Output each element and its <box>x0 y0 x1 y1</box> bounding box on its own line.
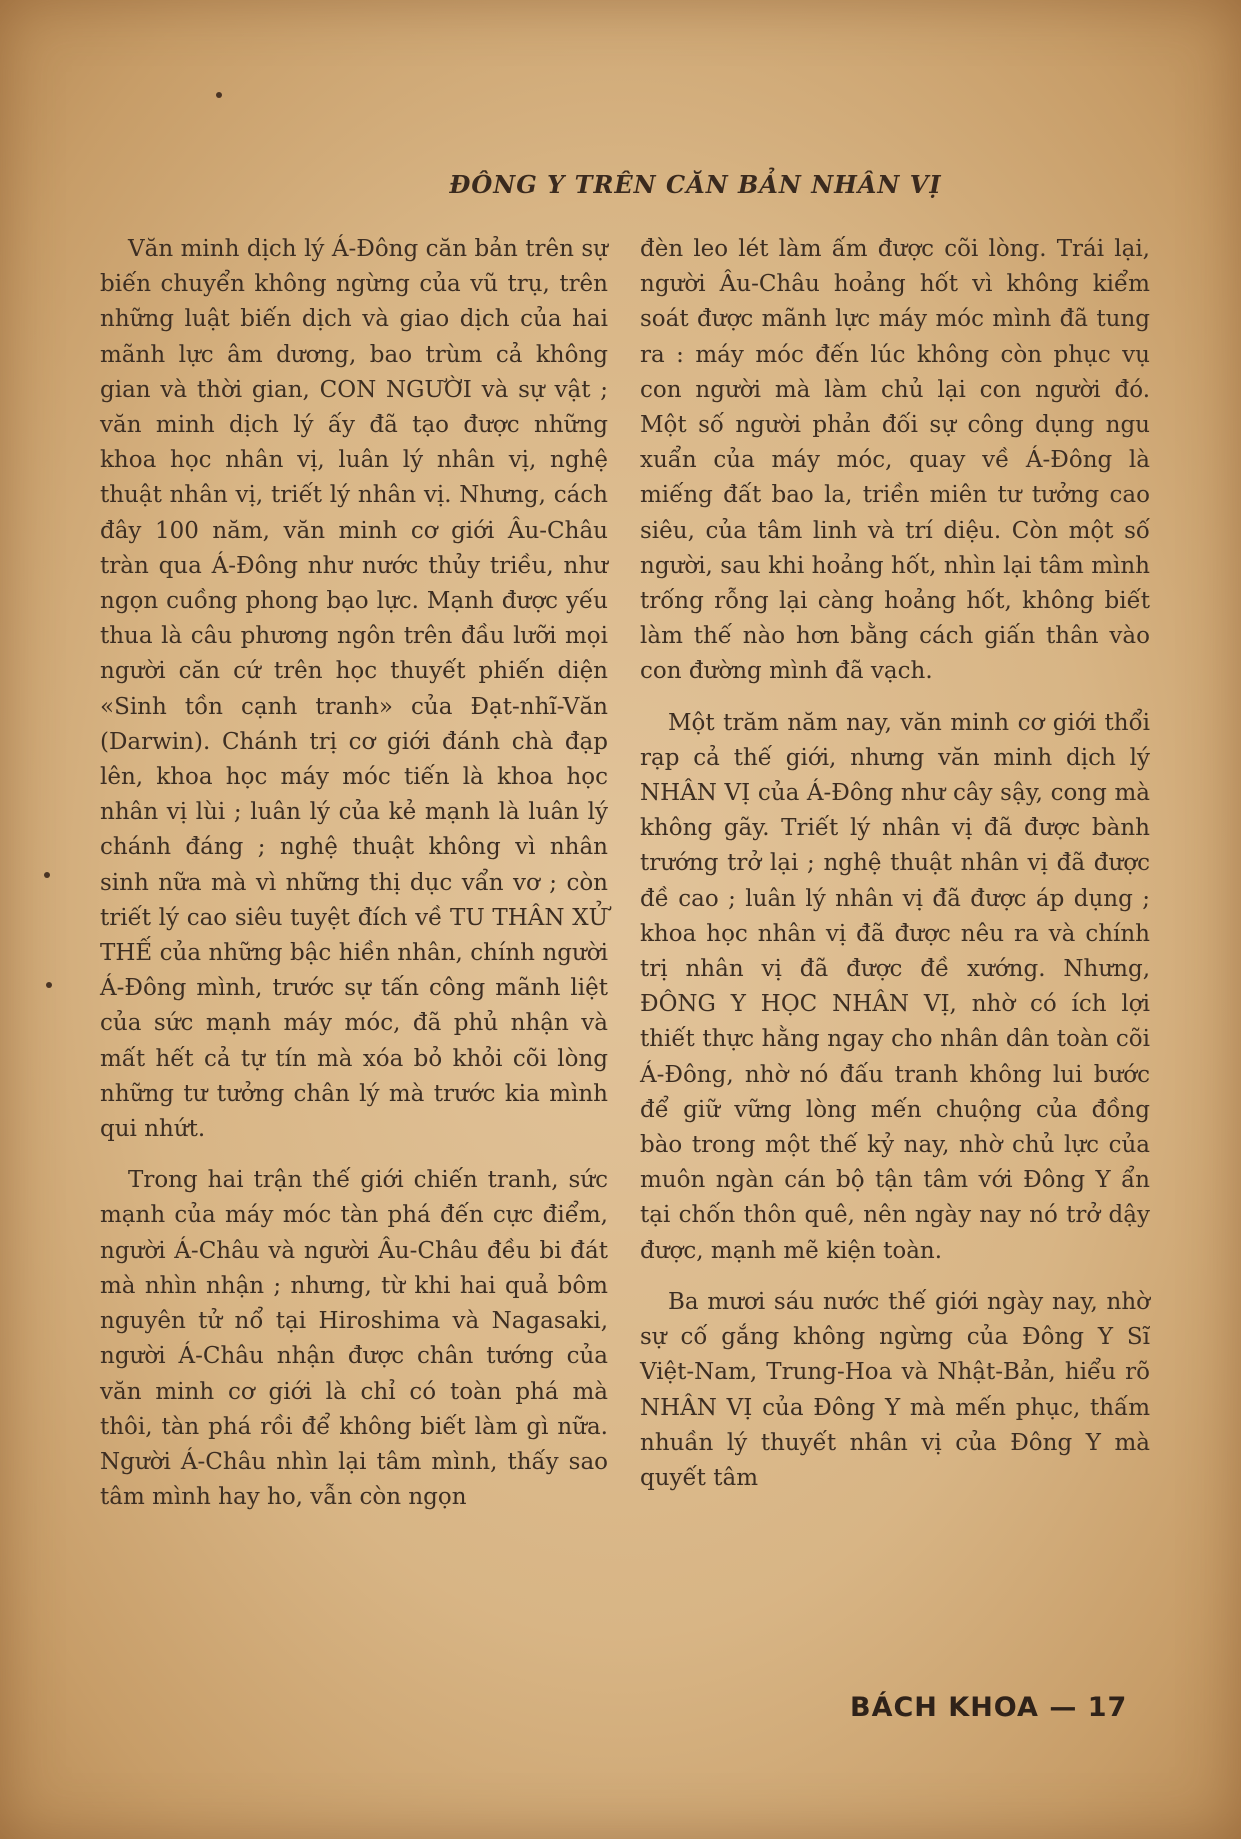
paragraph: Văn minh dịch lý Á-Đông căn bản trên sự biến chuyển không ngừng của vũ trụ, trên những luật biến dịch và giao dịch của hai mãnh lực âm dương, bao trùm cả không gian và thời gian, CON NGƯỜI và sự vật ; văn minh dịch lý ấy đã tạo được những khoa học nhân vị, luân lý nhân vị, nghệ thuật nhân vị, triết lý nhân vị. Nhưng, cách đây 100 năm, văn minh cơ giới Âu-Châu tràn qua Á-Đông như nước thủy triều, như ngọn cuồng phong bạo lực. Mạnh được yếu thua là câu phương ngôn trên đầu lưỡi mọi người căn cứ trên học thuyết phiến diện «Sinh tồn cạnh tranh» của Đạt-nhĩ-Văn (Darwin). Chánh trị cơ giới đánh chà đạp lên, khoa học máy móc tiến là khoa học nhân vị lùi ; luân lý của kẻ mạnh là luân lý chánh đáng ; nghệ thuật không vì nhân sinh nữa mà vì những thị dục vẩn vơ ; còn triết lý cao siêu tuyệt đích về TU THÂN XỬ THẾ của những bậc hiền nhân, chính người Á-Đông mình, trước sự tấn công mãnh liệt của sức mạnh máy móc, đã phủ nhận và mất hết cả tự tín mà xóa bỏ khỏi cõi lòng những tư tưởng chân lý mà trước kia mình qui nhứt. <box>100 236 608 1143</box>
right-column <box>640 232 1150 1512</box>
paragraph: Trong hai trận thế giới chiến tranh, sức mạnh của máy móc tàn phá đến cực điểm, người Á-Châu và người Âu-Châu đều bi đát mà nhìn nhận ; nhưng, từ khi hai quả bôm nguyên tử nổ tại Hiroshima và Nagasaki, người Á-Châu nhận được chân tướng của văn minh cơ giới là chỉ có toàn phá mà thôi, tàn phá rồi để không biết làm gì nữa. Người Á-Châu nhìn lại tâm mình, thấy sao tâm mình hay ho, vẫn còn ngọn <box>100 1167 608 1511</box>
paragraph: đèn leo lét làm ấm được cõi lòng. Trái lại, người Âu-Châu hoảng hốt vì không kiểm soát được mãnh lực máy móc mình đã tung ra : máy móc đến lúc không còn phục vụ con người mà làm chủ lại con người đó. Một số người phản đối sự công dụng ngu xuẩn của máy móc, quay về Á-Đông là miếng đất bao la, triền miên tư tưởng cao siêu, của tâm linh và trí diệu. Còn một số người, sau khi hoảng hốt, nhìn lại tâm mình trống rỗng lại càng hoảng hốt, không biết làm thế nào hơn bằng cách giấn thân vào con đường mình đã vạch. <box>640 236 1150 685</box>
left-column <box>100 232 608 1531</box>
running-head: ĐÔNG Y TRÊN CĂN BẢN NHÂN VỊ <box>449 170 942 199</box>
ink-speck <box>44 872 50 878</box>
page-footer: BÁCH KHOA — 17 <box>850 1692 1128 1723</box>
paragraph: Một trăm năm nay, văn minh cơ giới thổi rạp cả thế giới, nhưng văn minh dịch lý NHÂN VỊ của Á-Đông như cây sậy, cong mà không gãy. Triết lý nhân vị đã được bành trướng trở lại ; nghệ thuật nhân vị đã được đề cao ; luân lý nhân vị đã được áp dụng ; khoa học nhân vị đã được nêu ra và chính trị nhân vị đã được đề xướng. Nhưng, ĐÔNG Y HỌC NHÂN VỊ, nhờ có ích lợi thiết thực hằng ngay cho nhân dân toàn cõi Á-Đông, nhờ nó đấu tranh không lui bước để giữ vững lòng mến chuộng của đồng bào trong một thế kỷ nay, nhờ chủ lực của muôn ngàn cán bộ tận tâm với Đông Y ẩn tại chốn thôn quê, nên ngày nay nó trở dậy được, mạnh mẽ kiện toàn. <box>640 709 1150 1264</box>
ink-speck <box>216 92 222 98</box>
ink-speck <box>46 982 52 988</box>
paragraph: Ba mươi sáu nước thế giới ngày nay, nhờ sự cố gắng không ngừng của Đông Y Sĩ Việt-Nam, Trung-Hoa và Nhật-Bản, hiểu rõ NHÂN VỊ của Đông Y mà mến phục, thấm nhuần lý thuyết nhân vị của Đông Y mà quyết tâm <box>640 1288 1150 1491</box>
